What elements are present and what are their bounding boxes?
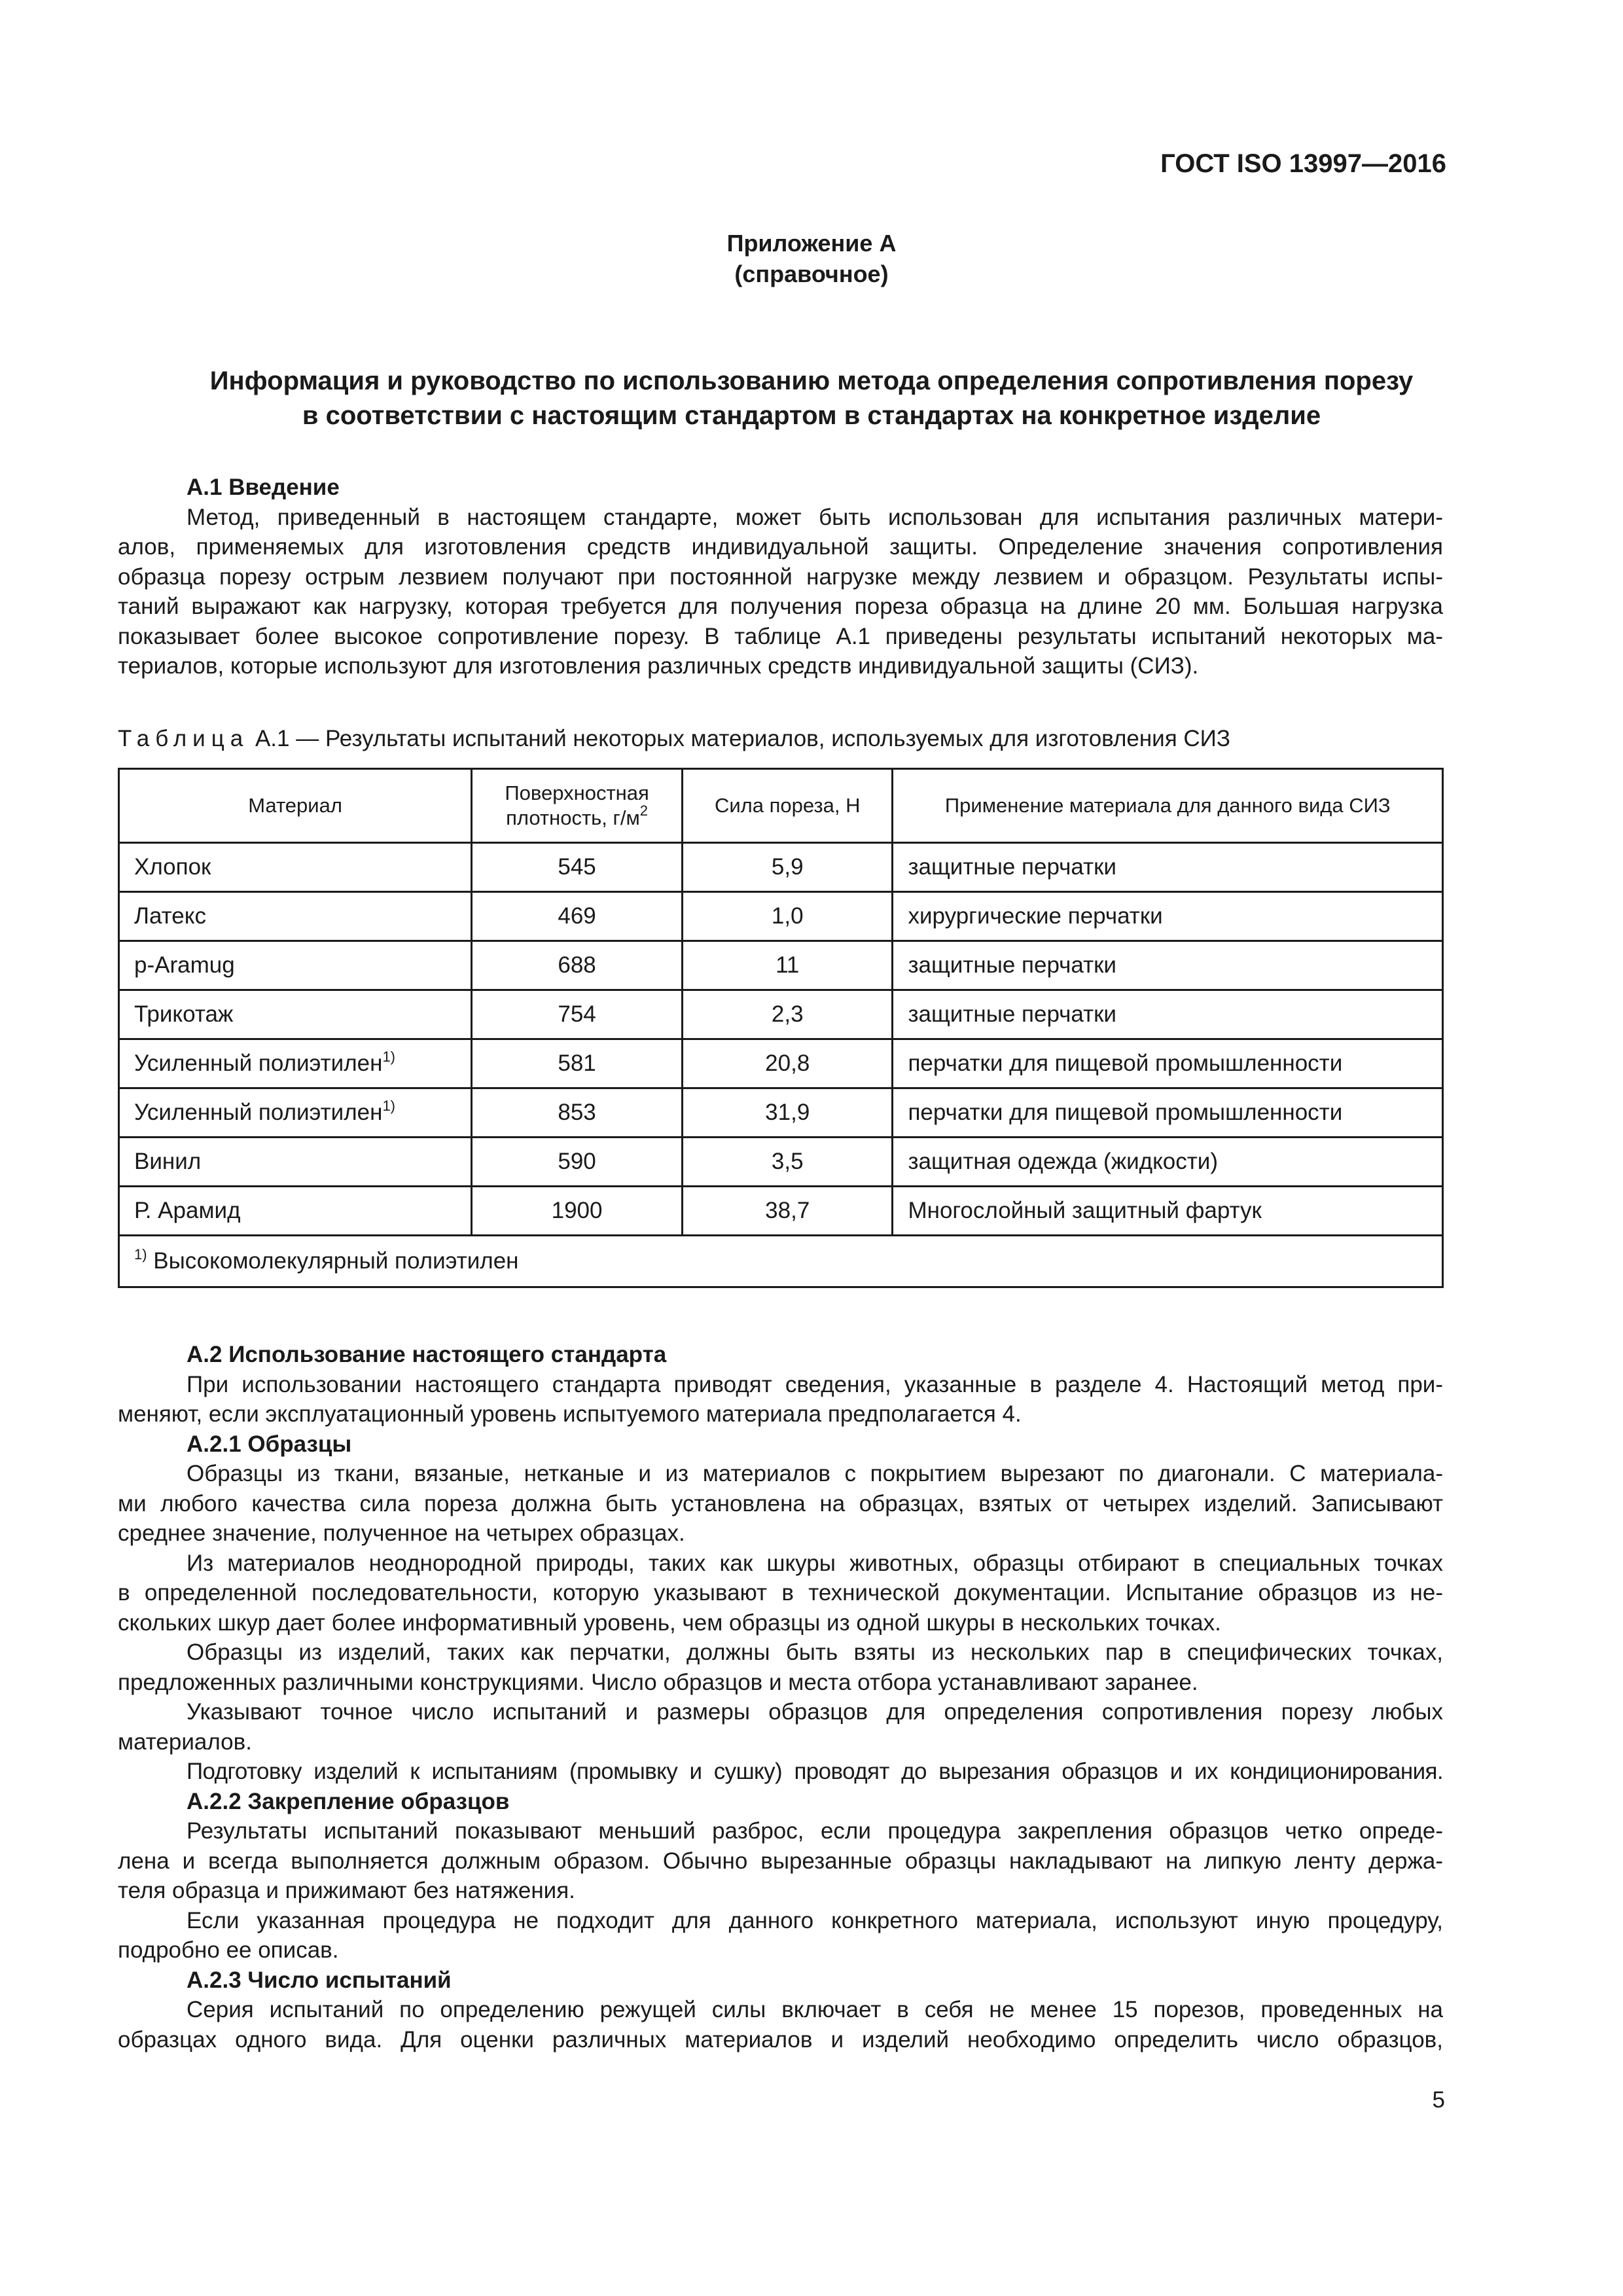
cell-use: хирургические перчатки bbox=[893, 892, 1443, 941]
cell-density: 581 bbox=[472, 1039, 683, 1088]
cell-material: Трикотаж bbox=[119, 990, 472, 1039]
cell-use: защитные перчатки bbox=[893, 990, 1443, 1039]
table-footnote bbox=[119, 1236, 1443, 1287]
footnote-text: Высокомолекулярный полиэтилен bbox=[147, 1248, 519, 1274]
cell-force: 11 bbox=[682, 941, 893, 990]
header-material: Материал bbox=[119, 769, 472, 843]
text-line: Подготовку изделий к испытаниям (промывку и сушку) проводят до вырезания образцов и их кондиционирования. bbox=[187, 1759, 1443, 1784]
text-line: среднее значение, полученное на четырех образцах. bbox=[118, 1520, 685, 1546]
paragraph bbox=[118, 1638, 1443, 1697]
section-a2 bbox=[118, 1340, 1443, 2054]
text-line: При использовании настоящего стандарта приводят сведения, указанные в разделе 4. Настоящий метод при- bbox=[187, 1371, 1443, 1397]
section-heading: А.1 Введение bbox=[187, 475, 340, 500]
standard-designation: ГОСТ ISO 13997—2016 bbox=[1160, 149, 1446, 178]
text-line: таний выражают как нагрузку, которая требуется для получения пореза образца на длине 20 мм. Большая нагрузка bbox=[118, 594, 1443, 619]
table-caption-word: Таблица bbox=[118, 726, 249, 751]
text-line: Метод, приведенный в настоящем стандарте, может быть использован для испытания различных матери- bbox=[187, 504, 1443, 530]
cell-density: 469 bbox=[472, 892, 683, 941]
text-line: Указывают точное число испытаний и размеры образцов для определения сопротивления порезу любых bbox=[187, 1699, 1443, 1725]
table-row bbox=[119, 941, 1443, 990]
annex-main-title bbox=[118, 364, 1505, 433]
main-title-line-1: Информация и руководство по использованию метода определения сопротивления порезу bbox=[209, 367, 1414, 395]
cell-density: 754 bbox=[472, 990, 683, 1039]
table-row bbox=[119, 1138, 1443, 1187]
cell-material: Усиленный полиэтилен$^{1)}$ bbox=[119, 1039, 472, 1088]
table-row bbox=[119, 1039, 1443, 1088]
paragraph bbox=[118, 1816, 1443, 1906]
section-heading: А.2 Использование настоящего стандарта bbox=[187, 1342, 667, 1367]
cell-force: 31,9 bbox=[682, 1088, 893, 1138]
cell-use: защитные перчатки bbox=[893, 843, 1443, 892]
cell-material: p-Aramug bbox=[119, 941, 472, 990]
table-row bbox=[119, 990, 1443, 1039]
paragraph bbox=[118, 1549, 1443, 1638]
cell-density: 688 bbox=[472, 941, 683, 990]
annex-heading bbox=[0, 228, 1623, 289]
text-line: предложенных различными конструкциями. Число образцов и места отбора устанавливают заранее. bbox=[118, 1669, 1198, 1695]
cell-density: 1900 bbox=[472, 1187, 683, 1236]
text-line: образца порезу острым лезвием получают при постоянной нагрузке между лезвием и образцом. Результаты испы- bbox=[118, 564, 1443, 590]
cell-density: 853 bbox=[472, 1088, 683, 1138]
page-number: 5 bbox=[1432, 2087, 1445, 2113]
table-row bbox=[119, 843, 1443, 892]
paragraph bbox=[118, 503, 1443, 681]
text-line: Образцы из изделий, таких как перчатки, должны быть взяты из нескольких пар в специфических точках, bbox=[187, 1640, 1443, 1665]
table-row bbox=[119, 1187, 1443, 1236]
table-footnote-row bbox=[119, 1236, 1443, 1287]
cell-use: Многослойный защитный фартук bbox=[893, 1187, 1443, 1236]
cell-use: перчатки для пищевой промышленности bbox=[893, 1088, 1443, 1138]
header-use: Применение материала для данного вида СИЗ bbox=[893, 769, 1443, 843]
cell-material: Хлопок bbox=[119, 843, 472, 892]
paragraph bbox=[118, 1906, 1443, 1965]
text-line: подробно ее описав. bbox=[118, 1937, 339, 1963]
cell-force: 1,0 bbox=[682, 892, 893, 941]
cell-force: 3,5 bbox=[682, 1138, 893, 1187]
header-density bbox=[472, 769, 683, 843]
text-line: лена и всегда выполняется должным образом. Обычно вырезанные образцы накладывают на липкую ленту держа- bbox=[118, 1848, 1443, 1874]
footnote-mark: 1) bbox=[134, 1246, 147, 1263]
text-line: Результаты испытаний показывают меньший разброс, если процедура закрепления образцов четко опреде- bbox=[187, 1818, 1443, 1844]
paragraph bbox=[118, 1370, 1443, 1429]
cell-force: 5,9 bbox=[682, 843, 893, 892]
text-line: образцах одного вида. Для оценки различных материалов и изделий необходимо определить число образцов, bbox=[118, 2026, 1443, 2053]
footnote-ref: 1) bbox=[382, 1098, 395, 1114]
table-caption bbox=[118, 724, 1443, 754]
table-row bbox=[119, 1088, 1443, 1138]
footnote-ref: 1) bbox=[382, 1049, 395, 1065]
header-density-sup: 2 bbox=[639, 802, 649, 819]
table-row bbox=[119, 892, 1443, 941]
cell-force: 20,8 bbox=[682, 1039, 893, 1088]
cell-force: 2,3 bbox=[682, 990, 893, 1039]
table-caption-text: А.1 — Результаты испытаний некоторых материалов, используемых для изготовления СИЗ bbox=[249, 726, 1230, 751]
cell-density: 545 bbox=[472, 843, 683, 892]
header-density-line-1: Поверхностная bbox=[505, 781, 649, 804]
text-line: в определенной последовательности, которую указывают в технической документации. Испытание образцов из не- bbox=[118, 1580, 1443, 1605]
annex-kind: (справочное) bbox=[734, 260, 889, 287]
text-line: меняют, если эксплуатационный уровень испытуемого материала предполагается 4. bbox=[118, 1401, 1022, 1427]
cell-material: Усиленный полиэтилен$^{1)}$ bbox=[119, 1088, 472, 1138]
text-line: алов, применяемых для изготовления средств индивидуальной защиты. Определение значения сопротивления bbox=[118, 534, 1443, 560]
cell-material: Латекс bbox=[119, 892, 472, 941]
results-table bbox=[118, 768, 1444, 1288]
header-density-line-2: плотность, г/м bbox=[506, 806, 640, 829]
cell-use: перчатки для пищевой промышленности bbox=[893, 1039, 1443, 1088]
subsection-heading: А.2.1 Образцы bbox=[187, 1431, 352, 1457]
paragraph bbox=[118, 1697, 1443, 1757]
cell-material: Р. Арамид bbox=[119, 1187, 472, 1236]
text-line: Из материалов неоднородной природы, таких как шкуры животных, образцы отбирают в специальных точках bbox=[187, 1550, 1443, 1576]
text-line: Серия испытаний по определению режущей силы включает в себя не менее 15 порезов, проведенных на bbox=[187, 1997, 1443, 2022]
cell-use: защитные перчатки bbox=[893, 941, 1443, 990]
text-line: Образцы из ткани, вязаные, нетканые и из материалов с покрытием вырезают по диагонали. С материала- bbox=[187, 1461, 1443, 1486]
subsection-heading: А.2.3 Число испытаний bbox=[187, 1967, 452, 1993]
subsection-heading: А.2.2 Закрепление образцов bbox=[187, 1788, 510, 1814]
paragraph bbox=[118, 1995, 1443, 2054]
main-title-line-2: в соответствии с настоящим стандартом в стандартах на конкретное изделие bbox=[302, 401, 1321, 430]
header-force: Сила пореза, Н bbox=[682, 769, 893, 843]
text-line: показывает более высокое сопротивление порезу. В таблице А.1 приведены результаты испытаний некоторых ма- bbox=[118, 623, 1443, 649]
annex-title: Приложение А bbox=[726, 230, 897, 257]
text-line: материалов. bbox=[118, 1729, 252, 1755]
table-header-row bbox=[119, 769, 1443, 843]
paragraph bbox=[118, 1757, 1443, 1787]
cell-force: 38,7 bbox=[682, 1187, 893, 1236]
cell-use: защитная одежда (жидкости) bbox=[893, 1138, 1443, 1187]
section-a1 bbox=[118, 473, 1443, 681]
cell-density: 590 bbox=[472, 1138, 683, 1187]
text-line: Если указанная процедура не подходит для данного конкретного материала, используют иную процедуру, bbox=[187, 1907, 1443, 1933]
text-line: ми любого качества сила пореза должна быть установлена на образцах, взятых от четырех изделий. Записывают bbox=[118, 1490, 1443, 1516]
paragraph bbox=[118, 1459, 1443, 1549]
text-line: териалов, которые используют для изготовления различных средств индивидуальной защиты (СИЗ). bbox=[118, 653, 1199, 679]
text-line: скольких шкур дает более информативный уровень, чем образцы из одной шкуры в нескольких точках. bbox=[118, 1609, 1221, 1636]
text-line: теля образца и прижимают без натяжения. bbox=[118, 1878, 575, 1903]
cell-material: Винил bbox=[119, 1138, 472, 1187]
